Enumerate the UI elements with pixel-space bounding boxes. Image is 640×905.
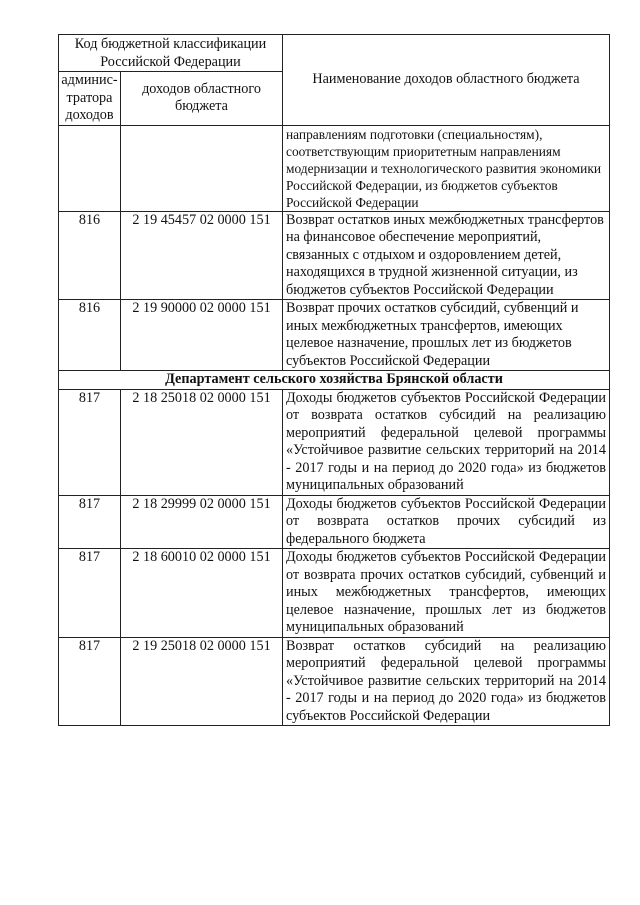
- name-cell: Доходы бюджетов субъектов Российской Федерации от возврата остатков прочих субсидий из федерального бюджета: [283, 495, 610, 549]
- admin-cell: 817: [59, 495, 121, 549]
- admin-cell: 817: [59, 549, 121, 638]
- header-income-cell: доходов областного бюджета: [121, 72, 283, 126]
- section-row: [59, 371, 610, 390]
- document-page: [58, 34, 609, 726]
- admin-cell: [59, 125, 121, 211]
- header-admin-cell: админис-тратора доходов: [59, 72, 121, 126]
- table-row: [59, 211, 610, 300]
- table-row: [59, 389, 610, 495]
- admin-cell: 817: [59, 637, 121, 726]
- budget-classification-table: [58, 34, 610, 726]
- table-row: [59, 549, 610, 638]
- table-row: [59, 495, 610, 549]
- code-cell: 2 19 90000 02 0000 151: [121, 300, 283, 371]
- code-cell: 2 19 25018 02 0000 151: [121, 637, 283, 726]
- name-cell: Доходы бюджетов субъектов Российской Федерации от возврата остатков субсидий на реализацию мероприятий федеральной целевой программы «Устойчивое развитие сельских территорий на 2014 - 2017 годы и на период до 2020 года» из бюджетов муниципальных образований: [283, 389, 610, 495]
- header-group-cell: Код бюджетной классификации Российской Федерации: [59, 35, 283, 72]
- table-row-continuation: [59, 125, 610, 211]
- name-cell: направлениям подготовки (специальностям), соответствующим приоритетным направлениям модернизации и технологического развития экономики Российской Федерации, из бюджетов субъектов Российской Федерации: [283, 125, 610, 211]
- name-cell: Возврат остатков иных межбюджетных трансфертов на финансовое обеспечение мероприятий, связанных с отдыхом и оздоровлением детей, находящихся в трудной жизненной ситуации, из бюджетов субъектов Российской Федерации: [283, 211, 610, 300]
- code-cell: [121, 125, 283, 211]
- table-row: [59, 300, 610, 371]
- header-row-top: [59, 35, 610, 72]
- table-row: [59, 637, 610, 726]
- section-title: Департамент сельского хозяйства Брянской области: [59, 371, 610, 390]
- code-cell: 2 18 60010 02 0000 151: [121, 549, 283, 638]
- admin-cell: 816: [59, 211, 121, 300]
- admin-cell: 817: [59, 389, 121, 495]
- code-cell: 2 19 45457 02 0000 151: [121, 211, 283, 300]
- code-cell: 2 18 29999 02 0000 151: [121, 495, 283, 549]
- code-cell: 2 18 25018 02 0000 151: [121, 389, 283, 495]
- name-cell: Доходы бюджетов субъектов Российской Федерации от возврата прочих остатков субсидий, субвенций и иных межбюджетных трансфертов, имеющих целевое назначение, прошлых лет из бюджетов муниципальных образований: [283, 549, 610, 638]
- admin-cell: 816: [59, 300, 121, 371]
- name-cell: Возврат остатков субсидий на реализацию мероприятий федеральной целевой программы «Устойчивое развитие сельских территорий на 2014 - 2017 годы и на период до 2020 года» из бюджетов субъектов Российской Федерации: [283, 637, 610, 726]
- name-cell: Возврат прочих остатков субсидий, субвенций и иных межбюджетных трансфертов, имеющих целевое назначение, прошлых лет из бюджетов субъектов Российской Федерации: [283, 300, 610, 371]
- header-name-cell: Наименование доходов областного бюджета: [283, 35, 610, 126]
